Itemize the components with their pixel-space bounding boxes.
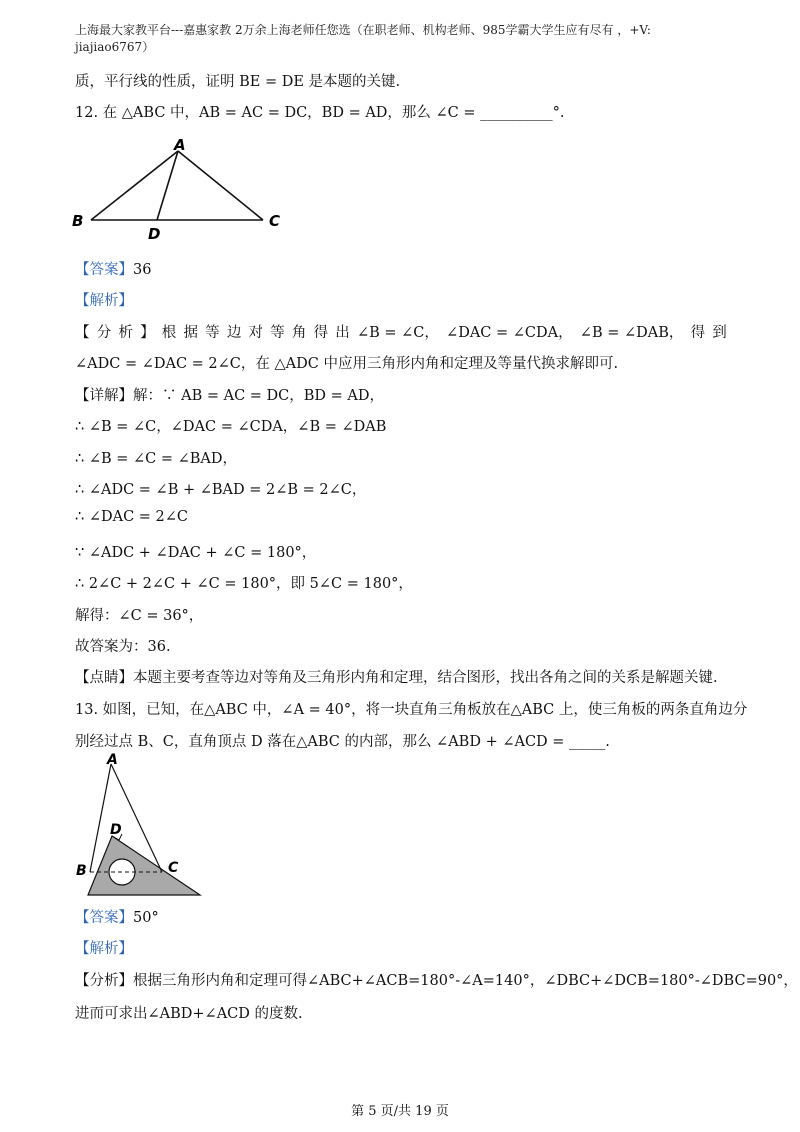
analysis-word: 角 — [291, 325, 307, 341]
edge-ad — [157, 151, 178, 220]
analysis-word: 分 — [96, 325, 112, 341]
detail-line: ∵ ∠ADC + ∠DAC + ∠C = 180°， — [75, 545, 317, 561]
detail-line: ∴ ∠DAC = 2∠C — [75, 509, 189, 525]
detail-line: ∴ ∠B = ∠C = ∠BAD， — [75, 451, 238, 467]
answer-value: 36 — [133, 262, 152, 278]
analysis-word: ∠DAC = ∠CDA， — [446, 325, 573, 341]
page-header: 上海最大家教平台---嘉惠家教 2万余上海老师任您选（在职老师、机构老师、985学霸大学生应有尽有 ，+V: jiajiao6767） — [75, 23, 651, 54]
detail-line: 【详解】解：∵ AB = AC = DC，BD = AD， — [75, 388, 385, 404]
label-a: A — [107, 752, 118, 768]
page-footer: 第 5 页/共 19 页 — [351, 1104, 449, 1119]
analysis-word: 据 — [183, 325, 198, 341]
label-a: A — [174, 136, 186, 154]
answer-label: 【答案】 — [75, 262, 133, 278]
figure-12-triangle — [68, 136, 290, 240]
analysis-word: 根 — [161, 325, 177, 341]
detail-line: 解得：∠C = 36°， — [75, 608, 204, 624]
answer-label: 【答案】 — [75, 910, 133, 926]
label-b: B — [72, 212, 84, 230]
analysis-word: 到 — [712, 325, 727, 341]
detail-line: ∴ 2∠C + 2∠C + ∠C = 180°，即 5∠C = 180°， — [75, 576, 413, 592]
question-12: 12. 在 △ABC 中，AB = AC = DC，BD = AD，那么 ∠C = __________°. — [75, 105, 565, 121]
analysis-13-line2: 进而可求出∠ABD+∠ACD 的度数. — [75, 1006, 303, 1022]
analysis-word: 】 — [140, 325, 155, 341]
analysis-word: 对 — [248, 325, 263, 341]
detail-line: ∴ ∠ADC = ∠B + ∠BAD = 2∠B = 2∠C， — [75, 482, 367, 498]
text-line: 质，平行线的性质，证明 BE = DE 是本题的关键. — [75, 74, 401, 90]
analysis-12-line2: ∠ADC = ∠DAC = 2∠C，在 △ADC 中应用三角形内角和定理及等量代换求解即可. — [75, 356, 619, 372]
label-b: B — [76, 863, 87, 879]
set-square-shape — [88, 836, 200, 895]
label-d: D — [148, 225, 161, 240]
jiexi-label: 【解析】 — [75, 293, 133, 309]
analysis-word: 得 — [690, 325, 706, 341]
label-c: C — [168, 860, 179, 876]
label-c: C — [269, 212, 281, 230]
analysis-word: 【 — [75, 325, 90, 341]
question-13-line1: 13. 如图，已知，在△ABC 中，∠A = 40°，将一块直角三角板放在△ABC 上，使三角板的两条直角边分 — [75, 702, 748, 718]
analysis-word: 得 — [313, 325, 329, 341]
detail-line: ∴ ∠B = ∠C，∠DAC = ∠CDA，∠B = ∠DAB — [75, 419, 387, 435]
analysis-word: ∠B = ∠C， — [356, 325, 439, 341]
analysis-word: 析 — [118, 325, 133, 341]
analysis-word: 边 — [226, 325, 242, 341]
jiexi-label: 【解析】 — [75, 941, 133, 957]
edge-ac — [178, 151, 263, 220]
answer-value: 50° — [133, 910, 159, 926]
analysis-13-line1: 【分析】根据三角形内角和定理可得∠ABC+∠ACB=180°-∠A=140°，∠DBC+∠DCB=180°-∠DBC=90°， — [75, 973, 798, 989]
detail-line: 故答案为：36. — [75, 639, 171, 655]
answer-12 — [75, 258, 151, 279]
analysis-word: 出 — [335, 325, 350, 341]
dianjing-12: 【点睛】本题主要考查等边对等角及三角形内角和定理，结合图形，找出各角之间的关系是解题关键. — [75, 670, 718, 686]
edge-ab — [91, 151, 178, 220]
analysis-word: 等 — [205, 325, 220, 341]
figure-13-triangles — [70, 752, 210, 902]
analysis-12-line1 — [75, 321, 727, 342]
answer-13 — [75, 906, 159, 927]
question-13-line2: 别经过点 B、C，直角顶点 D 落在△ABC 的内部，那么 ∠ABD + ∠ACD = _____. — [75, 734, 610, 750]
analysis-word: ∠B = ∠DAB， — [579, 325, 684, 341]
analysis-word: 等 — [270, 325, 285, 341]
label-d: D — [110, 822, 122, 838]
